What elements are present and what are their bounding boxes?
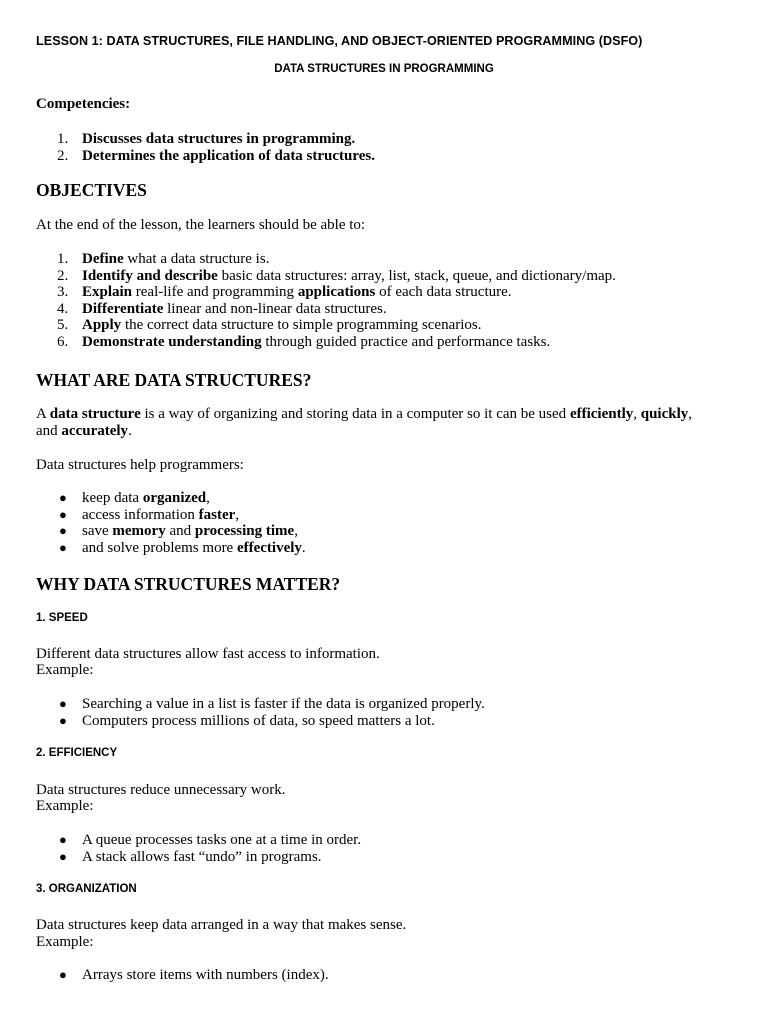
list-item: 1. Define what a data structure is. — [57, 251, 270, 267]
list-item: 6. Demonstrate understanding through guided practice and performance tasks. — [57, 333, 551, 350]
competencies-list — [36, 131, 375, 164]
efficiency-heading: 2. EFFICIENCY — [36, 747, 118, 759]
speed-example-label: Example: — [36, 662, 94, 678]
organization-heading: 3. ORGANIZATION — [36, 883, 137, 895]
bullet-icon: ● — [59, 539, 67, 555]
list-item: ● A stack allows fast “undo” in programs. — [59, 848, 322, 865]
what-are-heading: WHAT ARE DATA STRUCTURES? — [36, 370, 312, 390]
speed-heading: 1. SPEED — [36, 612, 88, 624]
bullet-icon: ● — [59, 696, 67, 711]
bullet-icon: ● — [59, 712, 67, 728]
list-item: ● access information faster, — [59, 506, 240, 523]
list-item: ● A queue processes tasks one at a time in order. — [59, 832, 362, 848]
list-item: 3. Explain real-life and programming applications of each data structure. — [57, 284, 512, 300]
definition-line-1: A data structure is a way of organizing and storing data in a computer so it can be used efficiently, quickly, — [36, 406, 693, 422]
bullet-icon: ● — [59, 832, 67, 847]
speed-desc: Different data structures allow fast access to information. — [36, 646, 380, 662]
list-item: ● and solve problems more effectively. — [59, 539, 306, 556]
efficiency-example-label: Example: — [36, 798, 94, 814]
help-intro: Data structures help programmers: — [36, 457, 244, 473]
speed-list — [36, 696, 485, 729]
bullet-icon: ● — [59, 490, 67, 505]
list-item: 1. Discusses data structures in programming. — [57, 131, 356, 147]
list-item: ● keep data organized, — [59, 490, 210, 506]
list-item: ● Computers process millions of data, so speed matters a lot. — [59, 712, 435, 729]
efficiency-desc: Data structures reduce unnecessary work. — [36, 782, 286, 798]
list-item: ● Searching a value in a list is faster if the data is organized properly. — [59, 696, 485, 712]
definition-line-2: and accurately. — [36, 423, 132, 439]
lesson-title: LESSON 1: DATA STRUCTURES, FILE HANDLING, AND OBJECT-ORIENTED PROGRAMMING (DSFO) — [36, 34, 643, 48]
objectives-heading: OBJECTIVES — [36, 180, 147, 200]
objectives-list — [36, 251, 616, 350]
list-item: 2. Determines the application of data structures. — [57, 147, 376, 164]
bullet-icon: ● — [59, 506, 67, 522]
bullet-icon: ● — [59, 523, 67, 538]
list-item: 4. Differentiate linear and non-linear data structures. — [57, 300, 387, 317]
competencies-label: Competencies: — [36, 96, 131, 112]
bullet-icon: ● — [59, 967, 67, 982]
why-matter-heading: WHY DATA STRUCTURES MATTER? — [36, 574, 341, 594]
section-subtitle: DATA STRUCTURES IN PROGRAMMING — [274, 63, 494, 75]
help-list — [36, 490, 306, 556]
efficiency-list — [36, 832, 361, 865]
list-item: 2. Identify and describe basic data structures: array, list, stack, queue, and dictionary/map. — [57, 267, 616, 284]
list-item: 5. Apply the correct data structure to simple programming scenarios. — [57, 317, 482, 333]
organization-desc: Data structures keep data arranged in a way that makes sense. — [36, 917, 407, 933]
organization-list — [36, 967, 329, 984]
objectives-intro: At the end of the lesson, the learners should be able to: — [36, 217, 366, 233]
list-item: ● save memory and processing time, — [59, 523, 298, 539]
list-item: ● Arrays store items with numbers (index). — [59, 967, 329, 983]
bullet-icon: ● — [59, 848, 67, 864]
organization-example-label: Example: — [36, 934, 94, 950]
